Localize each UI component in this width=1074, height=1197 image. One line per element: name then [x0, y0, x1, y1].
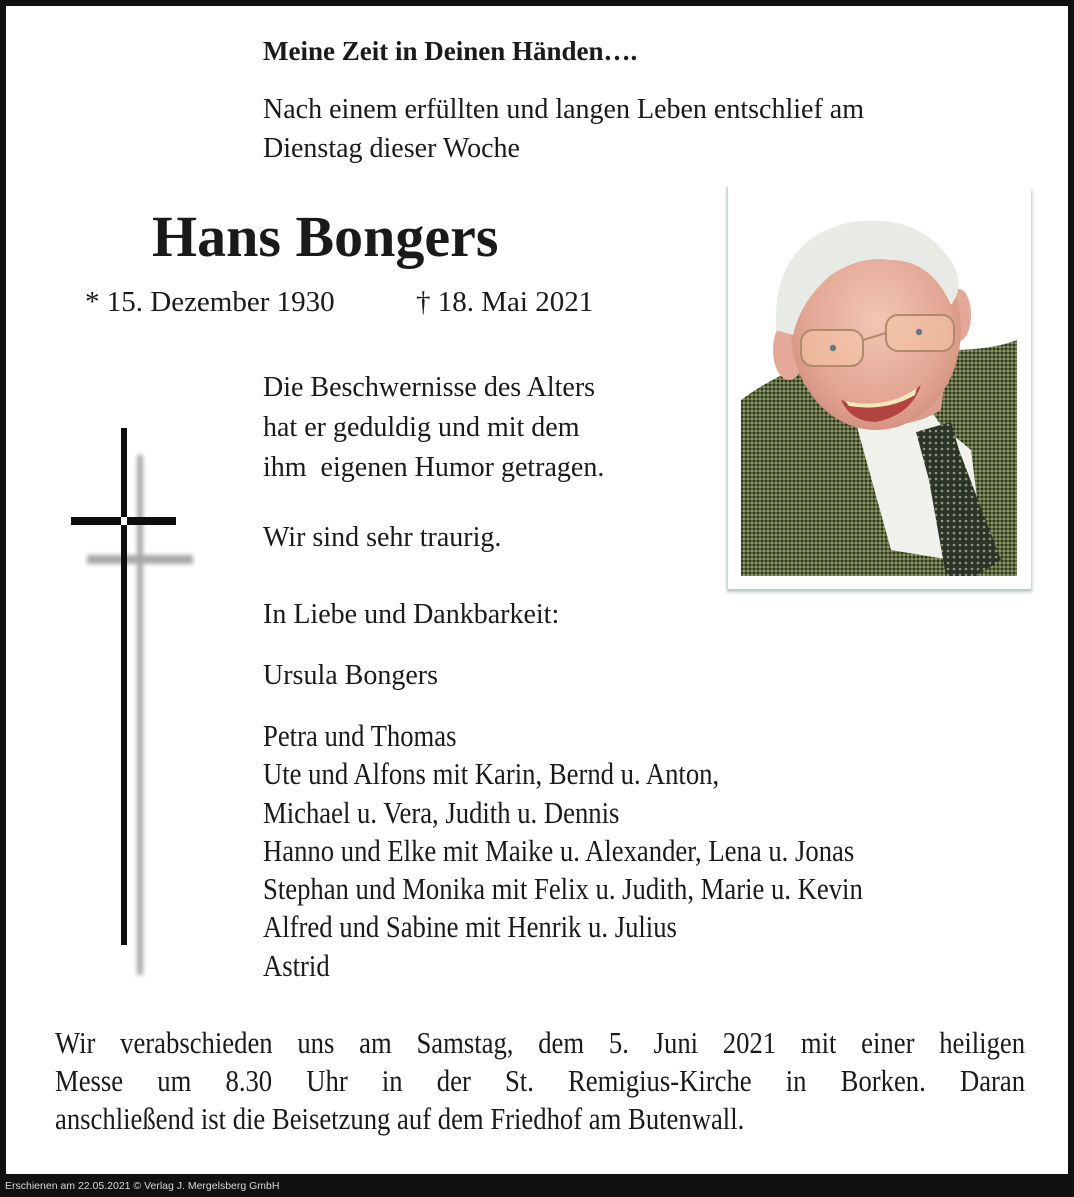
family-line: Hanno und Elke mit Maike u. Alexander, Lena u. Jonas [263, 832, 855, 868]
epitaph-line: hat er geduldig und mit dem [263, 412, 580, 443]
obituary-notice [6, 6, 1068, 1174]
family-line: Petra und Thomas [263, 718, 457, 753]
sorrow-line: Wir sind sehr traurig. [263, 522, 502, 553]
intro-text [263, 90, 864, 168]
deceased-name: Hans Bongers [152, 204, 499, 269]
epitaph-line: ihm eigenen Humor getragen. [263, 452, 605, 483]
epitaph-line: Die Beschwernisse des Alters [263, 372, 596, 403]
birth-date: * 15. Dezember 1930 [85, 286, 335, 318]
family-line: Alfred und Sabine mit Henrik u. Julius [263, 909, 677, 945]
portrait-photo [741, 200, 1017, 576]
intro-line: Nach einem erfüllten und langen Leben entschlief am [263, 94, 864, 125]
service-line: Messe um 8.30 Uhr in der St. Remigius-Kirche in Borken. Daran [55, 1063, 1026, 1098]
publication-footer: Erschienen am 22.05.2021 © Verlag J. Mergelsberg GmbH [5, 1180, 280, 1192]
service-announcement [55, 1024, 1025, 1138]
portrait-frame [726, 187, 1031, 589]
family-line: Stephan und Monika mit Felix u. Judith, Marie u. Kevin [263, 871, 863, 907]
family-list [263, 717, 863, 985]
intro-line: Dienstag dieser Woche [263, 133, 520, 164]
death-date: † 18. Mai 2021 [416, 286, 594, 318]
family-line: Michael u. Vera, Judith u. Dennis [263, 794, 620, 830]
motto: Meine Zeit in Deinen Händen…. [263, 36, 638, 66]
thanks-line: In Liebe und Dankbarkeit: [263, 599, 560, 630]
widow-name: Ursula Bongers [263, 660, 438, 691]
epitaph [263, 368, 604, 488]
cross-icon [6, 6, 266, 1006]
family-line: Astrid [263, 947, 330, 983]
service-line: Wir verabschieden uns am Samstag, dem 5. Juni 2021 mit einer heiligen [55, 1025, 1026, 1060]
service-line: anschließend ist die Beisetzung auf dem Friedhof am Butenwall. [55, 1101, 745, 1136]
cross-shadow [87, 455, 193, 975]
cross-main [71, 428, 176, 945]
family-line: Ute und Alfons mit Karin, Bernd u. Anton, [263, 756, 720, 792]
